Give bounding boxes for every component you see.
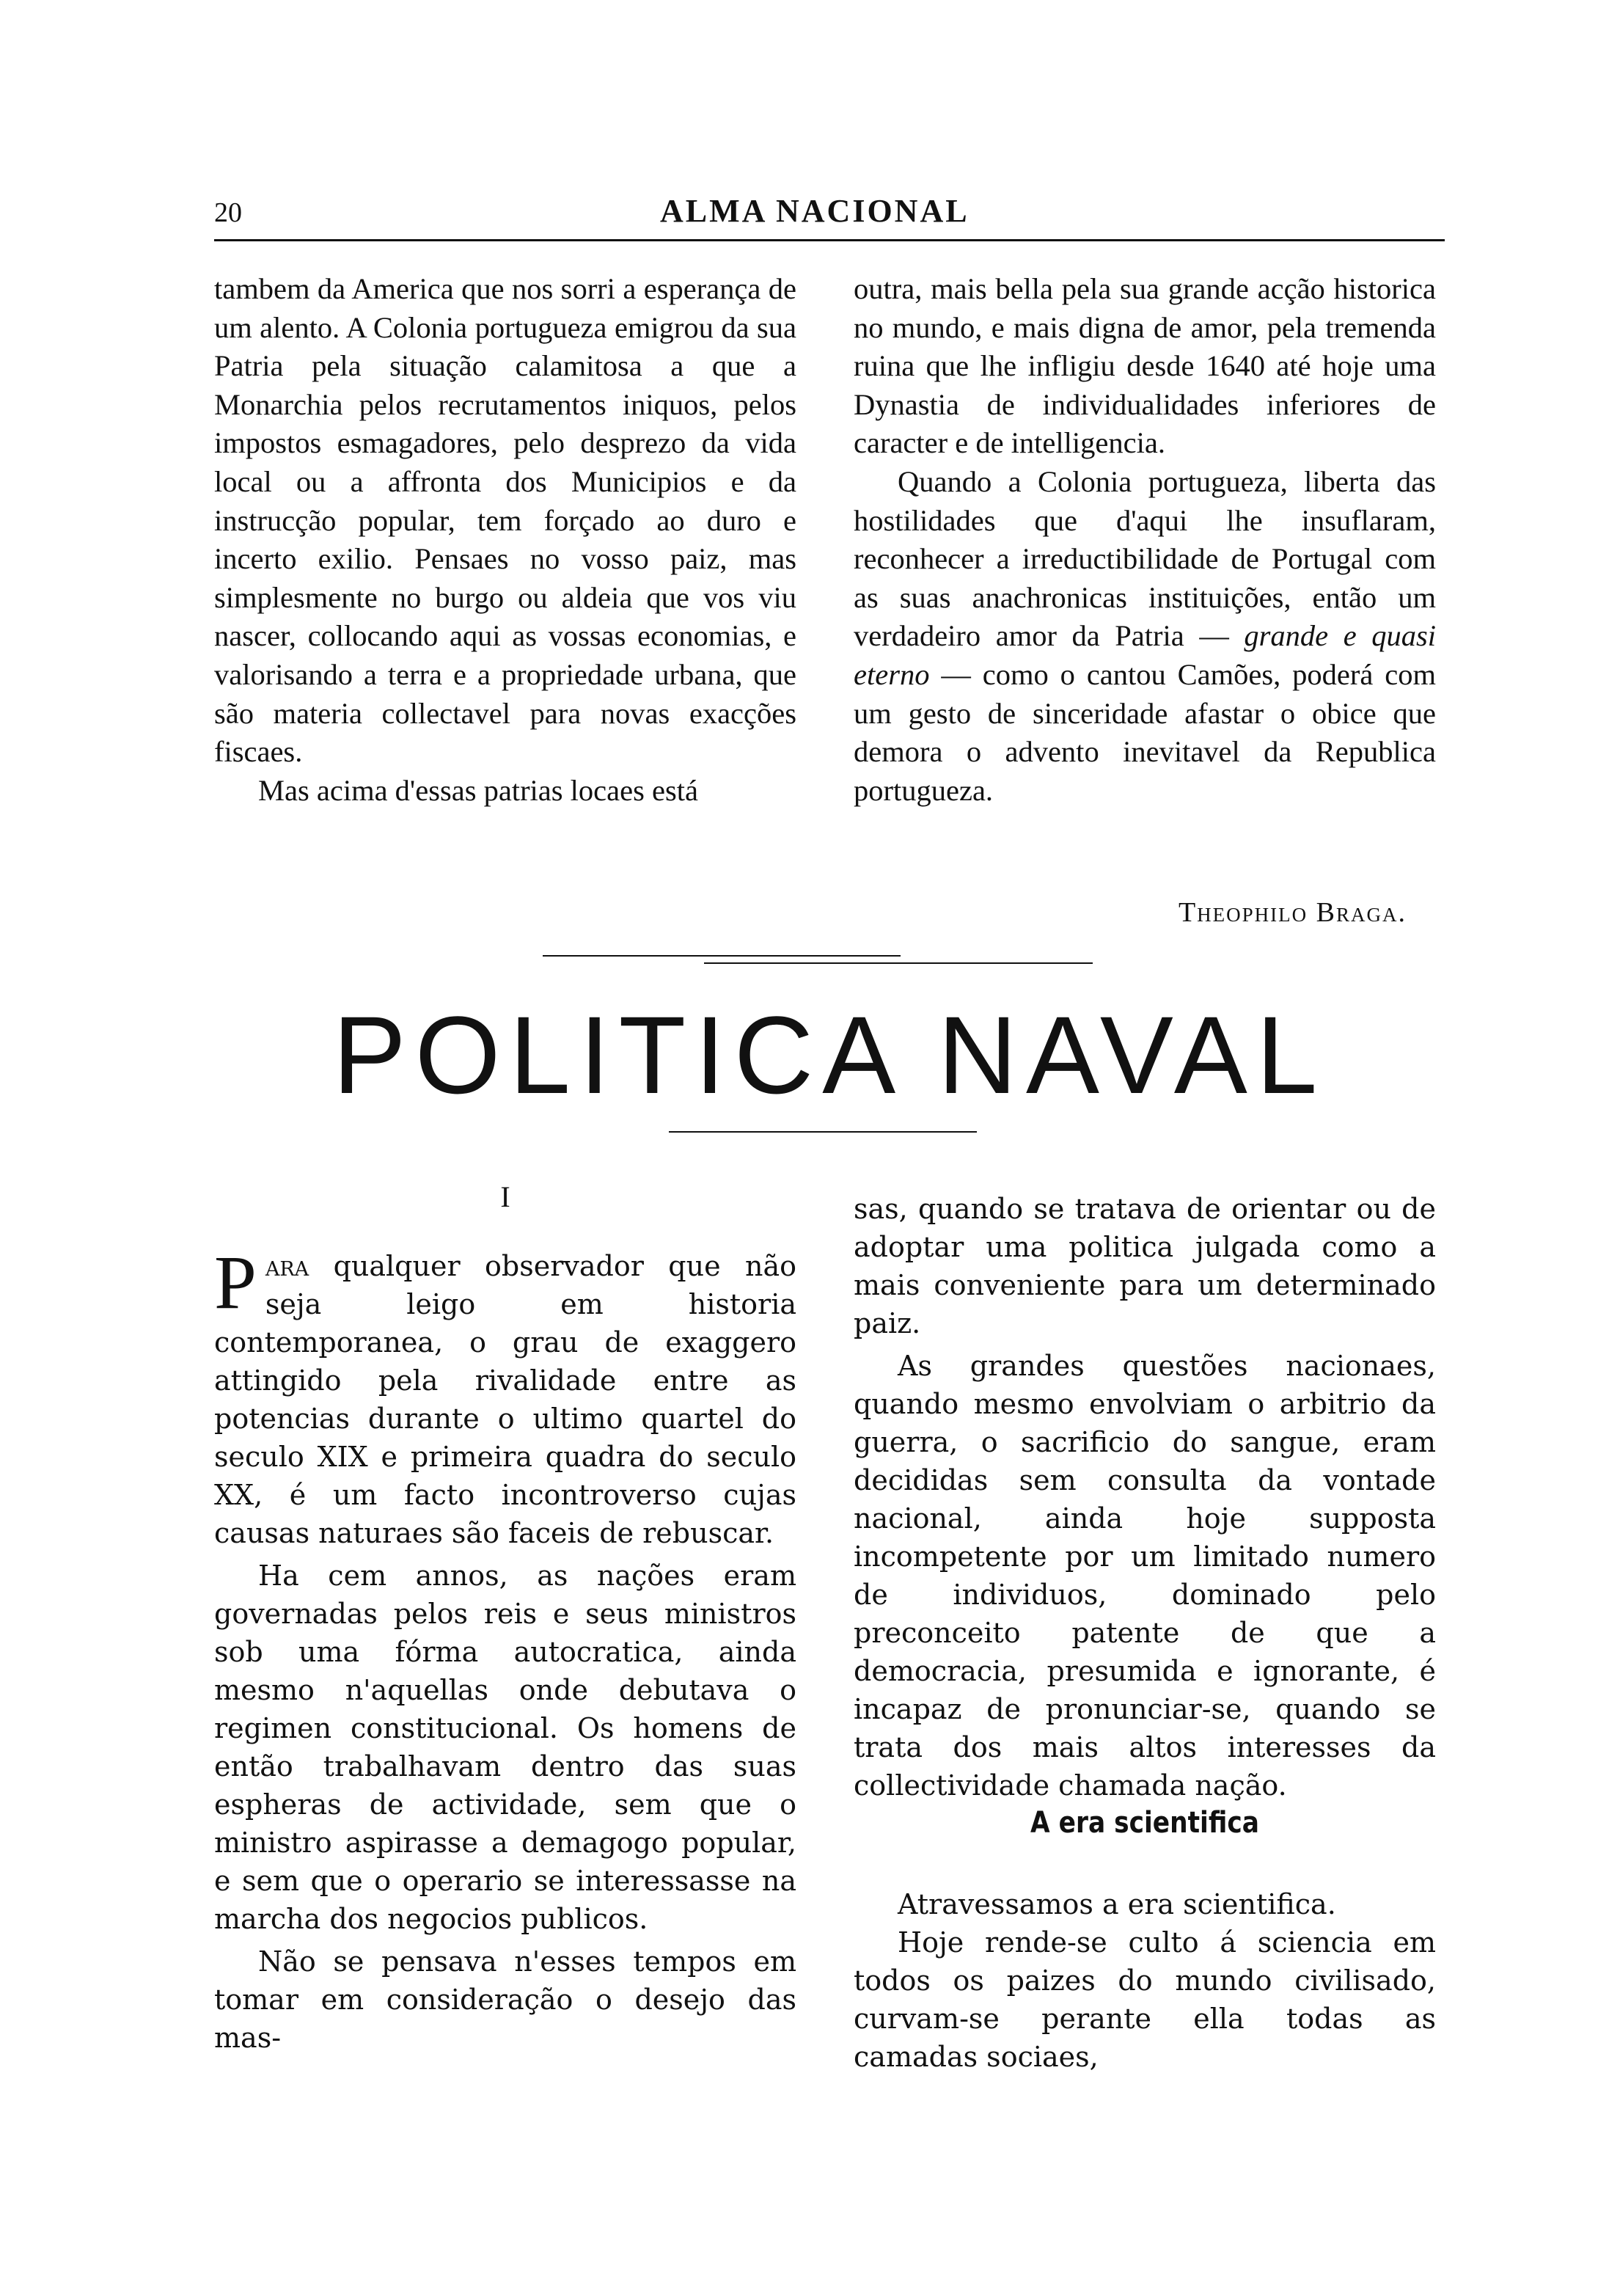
italic-quote: grande e quasi eterno [854,619,1437,691]
article-left-column [214,1240,796,2057]
text-run: qualquer observador que não seja leigo em historia contemporanea, o grau de exaggero attingido pela rivalidade entre as potencias durante o ultimo quartel do seculo XIX e primeira quadra do seculo XX, é um facto incontroverso cujas causas naturaes são faceis de rebuscar. [214,1250,796,1549]
paragraph [854,463,1436,810]
paragraph: tambem da America que nos sorri a esperança de um alento. A Colonia portugueza emigrou da sua Patria pela situação calamitosa a que a Monarchia pelos recrutamentos iniquos, pelos impostos esmagadores, pelo desprezo da vida local ou a affronta dos Municipios e da instrucção popular, tem forçado ao duro e incerto exilio. Pensaes no vosso paiz, mas simplesmente no burgo ou aldeia que vos viu nascer, collocando aqui as vossas economias, e valorisando a terra e a propriedade urbana, que são materia collectavel para novas exacções fiscaes. [214,272,796,769]
paragraph: outra, mais bella pela sua grande acção historica no mundo, e mais digna de amor, pela tremenda ruina que lhe infligiu desde 1640 até hoje uma Dynastia de individualidades inferiores de caracter e de intelligencia. [854,272,1436,460]
divider-rule [704,962,1093,964]
section-subheading: A era scientifica [1030,1806,1259,1840]
top-article-left-column [214,270,796,810]
section-numeral: I [500,1180,510,1213]
article-title: POLITICA NAVAL [332,993,1327,1116]
article-right-column-continued [854,1885,1436,2076]
paragraph: Hoje rende-se culto á sciencia em todos os paizes do mundo civilisado, curvam-se perante ella todas as camadas sociaes, [854,1926,1436,2073]
paragraph: Mas acima d'essas patrias locaes está [258,773,698,807]
paragraph: As grandes questões nacionaes, quando mesmo envolviam o arbitrio da guerra, o sacrificio do sangue, eram decididas sem consulta da vontade nacional, ainda hoje supposta incompetente por um limitado numero de individuos, dominado pelo preconceito patente de que a democracia, presumida e ignorante, é incapaz de pronunciar-se, quando se trata dos mais altos interesses da collectividade chamada nação. [854,1350,1436,1802]
paragraph: sas, quando se tratava de orientar ou de adoptar uma politica julgada como a mais conveniente para um determinado paiz. [854,1193,1436,1339]
header-rule [214,239,1445,241]
drop-cap: P [214,1240,257,1325]
article-right-column [854,1190,1436,1805]
paragraph: Não se pensava n'esses tempos em tomar em consideração o desejo das mas- [214,1945,796,2054]
paragraph [214,1240,796,1552]
text-run: — como o cantou Camões, poderá com um gesto de sinceridade afastar o obice que demora o advento inevitavel da Republica portugueza. [854,657,1437,807]
paragraph: Ha cem annos, as nações eram governadas pelos reis e seus ministros sob uma fórma autocratica, ainda mesmo n'aquellas onde debutava o regimen constitucional. Os homens de então trabalhavam dentro das suas espheras de actividade, sem que o ministro aspirasse a demagogo popular, e sem que o operario se interessasse na marcha dos negocios publicos. [214,1560,796,1935]
page-number: 20 [214,197,242,228]
running-title: ALMA NACIONAL [660,193,970,229]
text-run: Quando a Colonia portugueza, liberta das hostilidades que d'aqui lhe insuflaram, reconhecer a irreductibilidade de Portugal com as suas anachronicas instituições, então um verdadeiro amor da Patria — [854,464,1436,653]
title-underline-rule [669,1131,977,1133]
paragraph: Atravessamos a era scientifica. [898,1888,1336,1920]
lead-smallcaps: ara [265,1250,309,1282]
divider-rule [543,955,901,957]
author-signature: Theophilo Braga. [1178,897,1407,928]
top-article-right-column [854,270,1436,810]
